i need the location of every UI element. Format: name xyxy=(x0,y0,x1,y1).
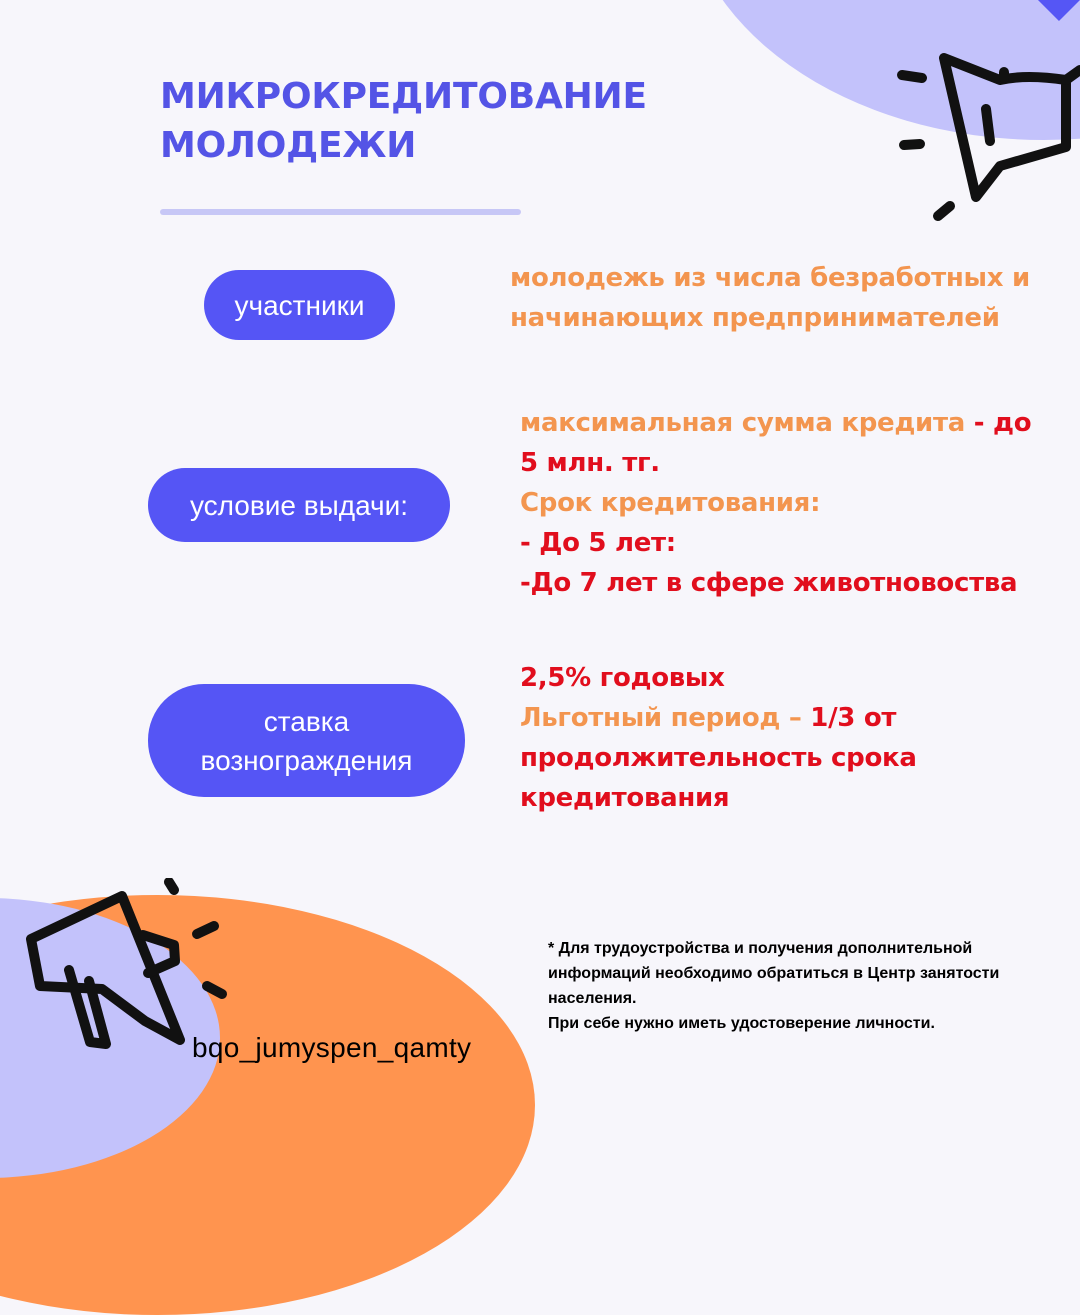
max-loan-value-prefix: - до xyxy=(973,408,1032,438)
footnote-line-2: информаций необходимо обратиться в Центр занятости xyxy=(548,965,1000,982)
max-loan-value: 5 млн. тг. xyxy=(520,448,660,478)
rate-badge: ставка вознограждения xyxy=(148,684,465,797)
grace-period-detail-2: кредитования xyxy=(520,783,730,813)
footnote-line-1: * Для трудоустройства и получения дополнительной xyxy=(548,940,973,957)
page-title-line-2: МОЛОДЕЖИ xyxy=(160,125,417,166)
footnote-line-4: При себе нужно иметь удостоверение личности. xyxy=(548,1015,935,1032)
grace-period-detail-1: продолжительность срока xyxy=(520,743,917,773)
participants-description-line-1: молодежь из числа безработных и xyxy=(510,263,1030,293)
annual-rate: 2,5% годовых xyxy=(520,663,725,693)
conditions-badge: условие выдачи: xyxy=(148,468,450,542)
max-loan-line xyxy=(520,403,1065,443)
social-handle: bqo_jumyspen_qamty xyxy=(192,1032,472,1063)
footnote-line-3: населения. xyxy=(548,990,637,1007)
title-divider xyxy=(160,209,521,215)
participants-description xyxy=(510,258,1050,338)
megaphone-icon xyxy=(24,878,242,1080)
participants-description-line-2: начинающих предпринимателей xyxy=(510,303,1000,333)
loan-term-heading: Срок кредитования: xyxy=(520,488,821,518)
rate-description xyxy=(520,658,1040,818)
loan-term-general: - До 5 лет: xyxy=(520,528,676,558)
megaphone-icon xyxy=(888,46,1080,222)
max-loan-text: максимальная сумма кредита xyxy=(520,408,974,438)
grace-period-value: 1/3 от xyxy=(810,703,897,733)
footnote xyxy=(548,936,1048,1036)
conditions-description xyxy=(520,403,1065,603)
page-title xyxy=(160,72,647,170)
grace-period-line xyxy=(520,698,1040,738)
participants-badge: участники xyxy=(204,270,395,340)
grace-period-label: Льготный период – xyxy=(520,703,811,733)
loan-term-livestock: -До 7 лет в сфере животновоства xyxy=(520,568,1018,598)
page-title-line-1: МИКРОКРЕДИТОВАНИЕ xyxy=(160,76,647,117)
